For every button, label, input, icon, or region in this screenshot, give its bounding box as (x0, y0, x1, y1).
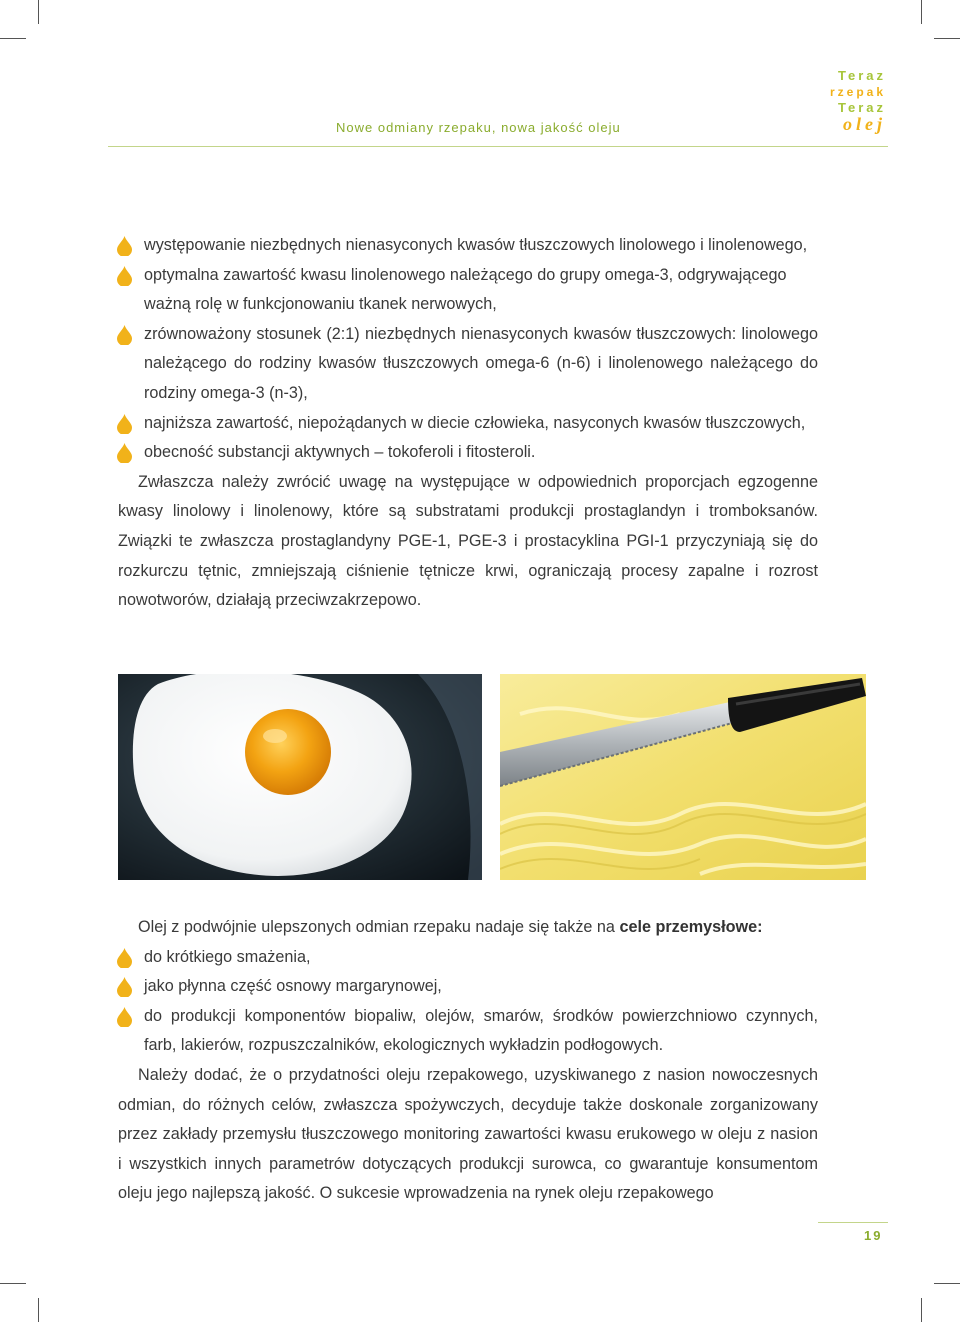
oil-drop-icon (117, 948, 132, 968)
oil-drop-icon (117, 325, 132, 345)
oil-drop-icon (117, 443, 132, 463)
oil-drop-icon (117, 236, 132, 256)
oil-drop-icon (117, 1007, 132, 1027)
section-industrial (118, 913, 818, 1209)
bullet-item: występowanie niezbędnych nienasyconych kwasów tłuszczowych linolowego i linolenowego, (118, 231, 818, 261)
oil-drop-icon (117, 414, 132, 434)
fried-egg-photo (118, 674, 482, 880)
bullet-item: do krótkiego smażenia, (118, 943, 818, 973)
margarine-illustration (500, 674, 866, 880)
crop-mark (0, 38, 26, 39)
section-benefits (118, 231, 818, 616)
bullet-item: zrównoważony stosunek (2:1) niezbędnych nienasyconych kwasów tłuszczowych: linolowego należącego do rodziny kwasów tłuszczowych omega-6 (n-6) i linolenowego należącego do rodziny omega-3 (n-3), (118, 320, 818, 409)
header-rule (108, 146, 888, 147)
bullet-item: optymalna zawartość kwasu linolenowego należącego do grupy omega-3, odgrywającego ważną rolę w funkcjonowaniu tkanek nerwowych, (118, 261, 818, 320)
crop-mark (0, 1283, 26, 1284)
bullet-item: najniższa zawartość, niepożądanych w diecie człowieka, nasyconych kwasów tłuszczowych, (118, 409, 818, 439)
fried-egg-illustration (118, 674, 482, 880)
intro-paragraph: Olej z podwójnie ulepszonych odmian rzepaku nadaje się także na cele przemysłowe: (138, 918, 763, 936)
teraz-rzepak-teraz-olej-logo: Teraz rzepak Teraz olej (829, 68, 886, 134)
crop-mark (921, 1298, 922, 1322)
crop-mark (934, 38, 960, 39)
page-number: 19 (864, 1228, 883, 1243)
bold-phrase: cele przemysłowe: (619, 918, 763, 936)
body-paragraph: Należy dodać, że o przydatności oleju rzepakowego, uzyskiwanego z nasion nowoczesnych odmian, do różnych celów, zwłaszcza spożywczych, decyduje także doskonale zorganizowany przez zakłady przemysłu tłuszczowego monitoring zawartości kwasu erukowego w oleju z nasion i wszystkich innych parametrów dotyczących produkcji surowca, co gwarantuje konsumentom oleju jego najlepszą jakość. O sukcesie wprowadzenia na rynek oleju rzepakowego (118, 1065, 818, 1203)
body-paragraph: Zwłaszcza należy zwrócić uwagę na występujące w odpowiednich proporcjach egzogenne kwasy linolowy i linolenowy, które są substratami produkcji prostaglandyn i tromboksanów. Związki te zwłaszcza prostaglandyny PGE-1, PGE-3 i prostacyklina PGI-1 przyczyniają się do rozkurczu tętnic, zmniejszają ciśnienie tętnicze krwi, ograniczają procesy zapalne i rozrost nowotworów, działają przeciwzakrzepowo. (118, 472, 818, 610)
bullet-item: jako płynna część osnowy margarynowej, (118, 972, 818, 1002)
crop-mark (38, 1298, 39, 1322)
crop-mark (38, 0, 39, 24)
crop-mark (921, 0, 922, 24)
margarine-knife-photo (500, 674, 866, 880)
oil-drop-icon (117, 266, 132, 286)
running-header: Nowe odmiany rzepaku, nowa jakość oleju (336, 120, 621, 135)
footer-rule (818, 1222, 888, 1223)
bullet-item: do produkcji komponentów biopaliw, olejów, smarów, środków powierzchniowo czynnych, farb, lakierów, rozpuszczalników, ekologicznych wykładzin podłogowych. (118, 1002, 818, 1061)
bullet-item: obecność substancji aktywnych – tokoferoli i fitosteroli. (118, 438, 818, 468)
crop-mark (934, 1283, 960, 1284)
oil-drop-icon (117, 977, 132, 997)
